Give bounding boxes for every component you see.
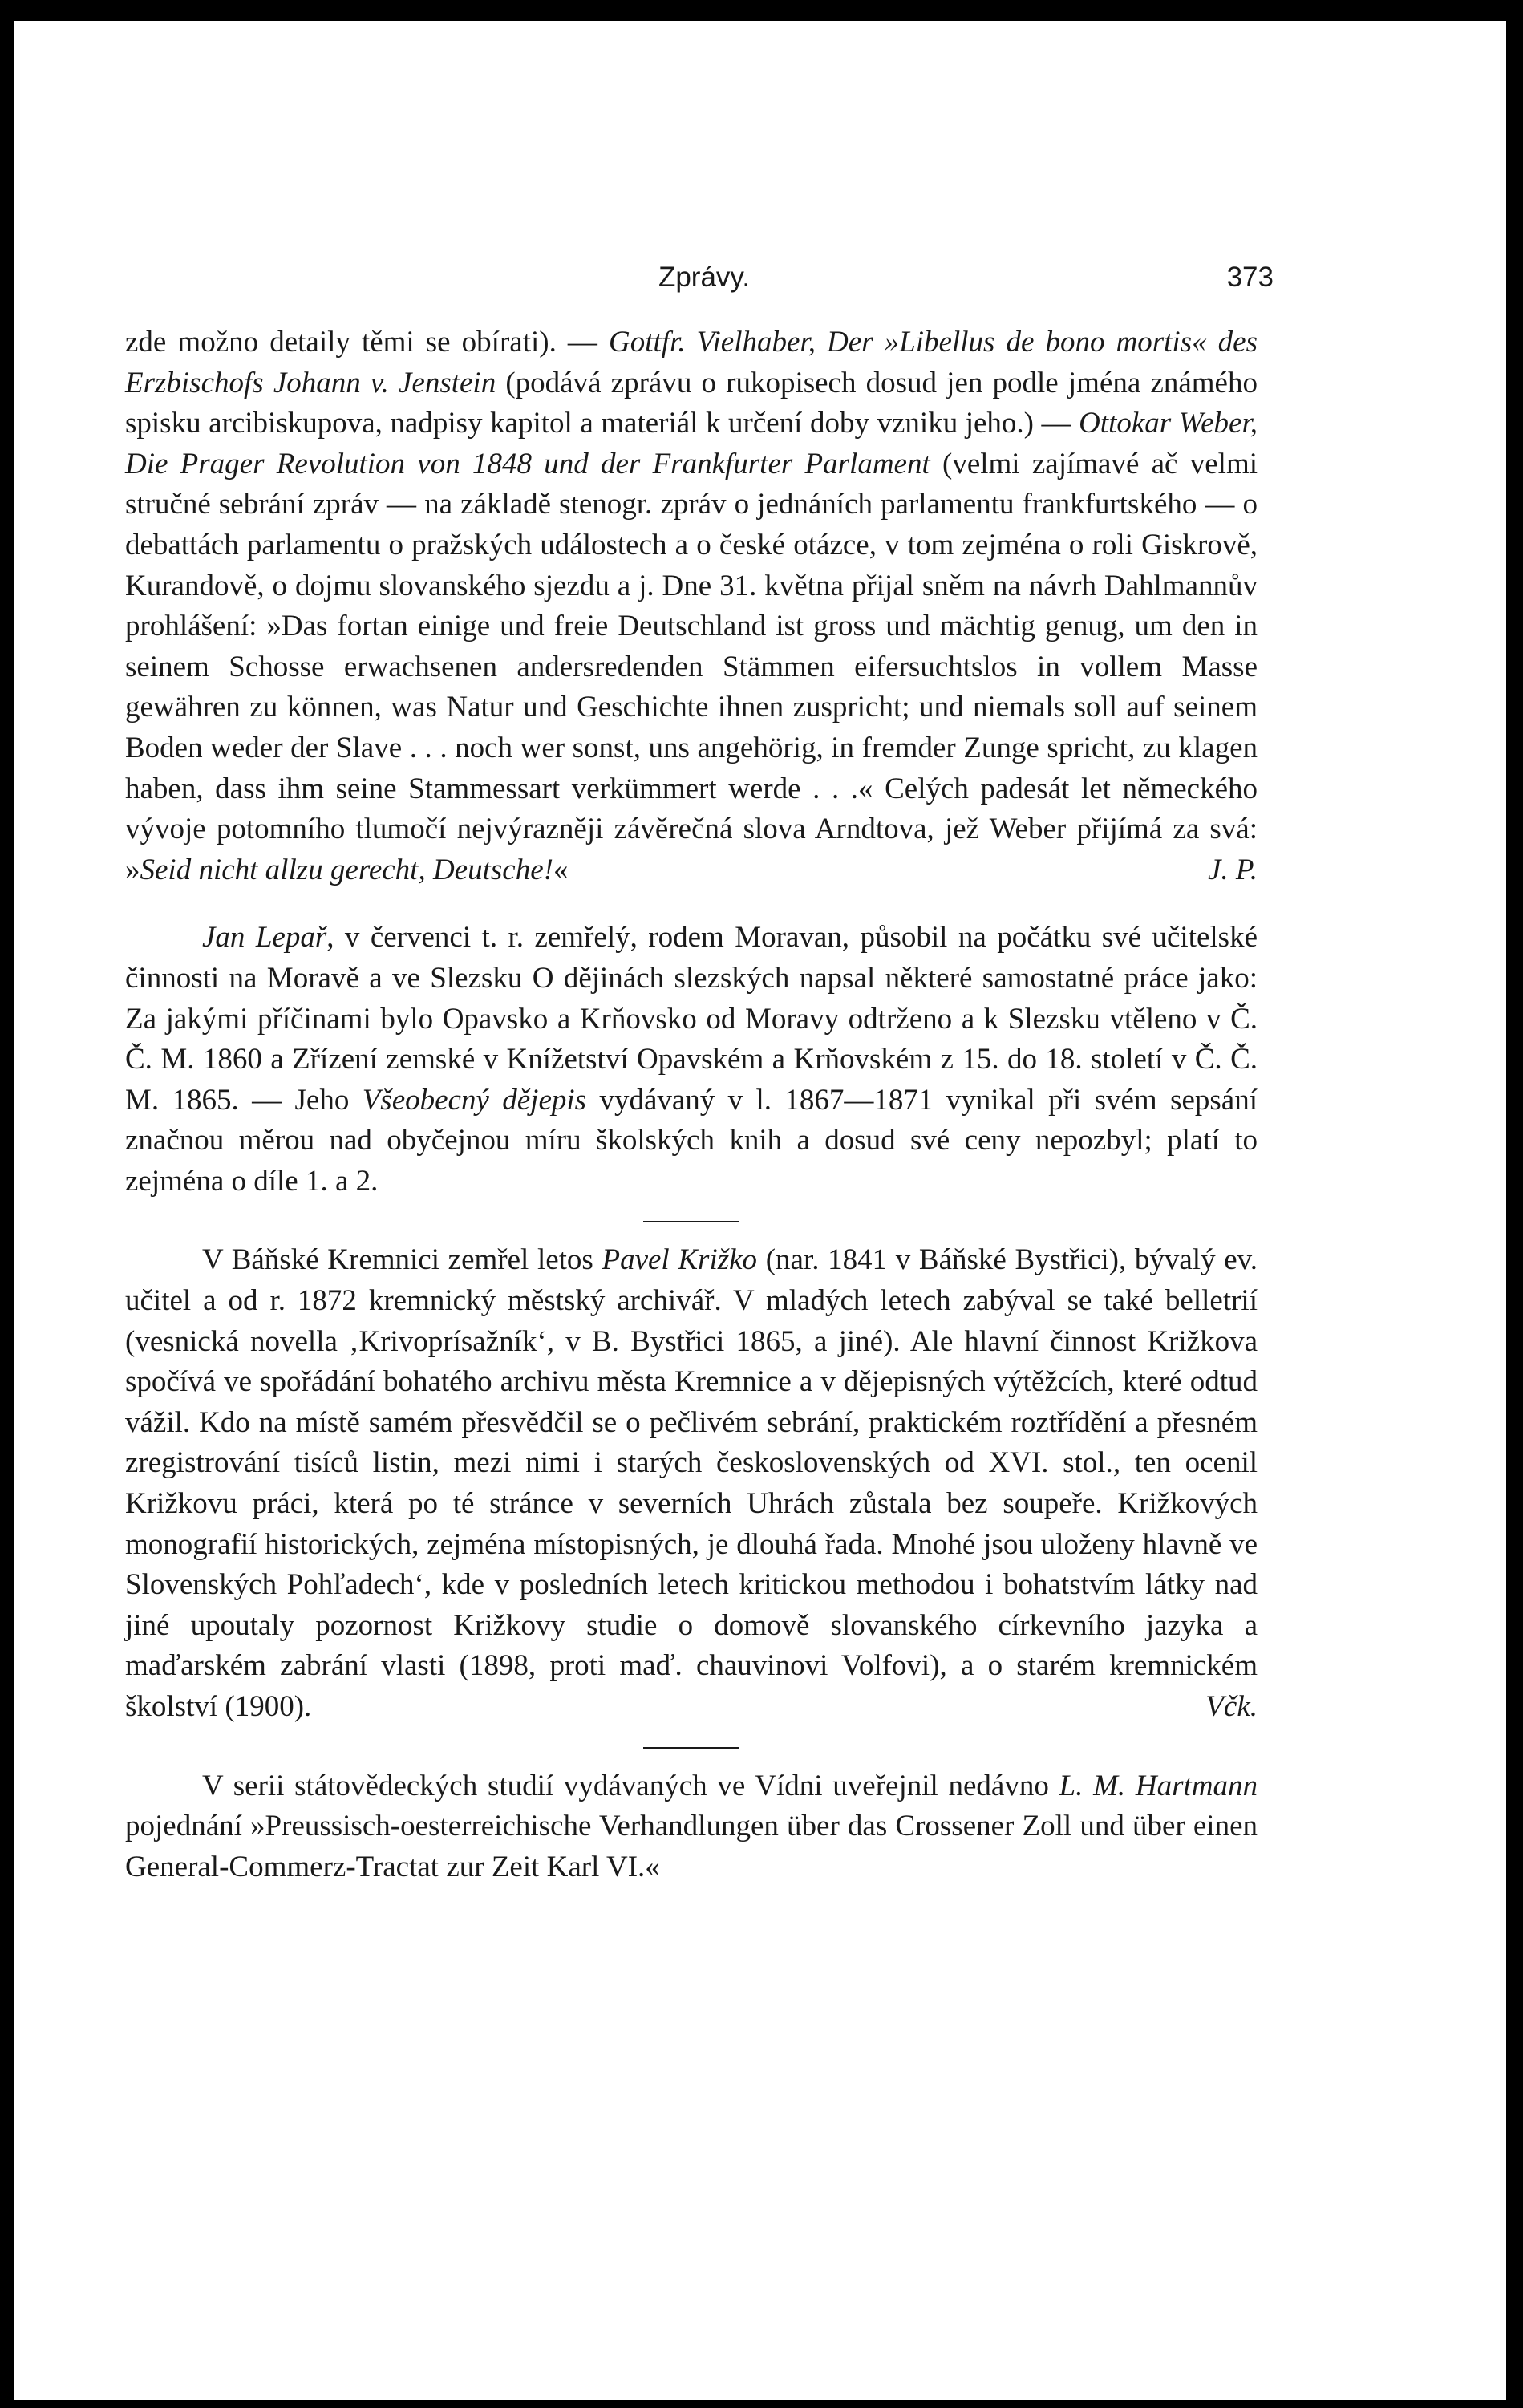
arndt-quote: Seid nicht allzu gerecht, Deutsche! <box>140 853 553 886</box>
entry-text: « <box>553 853 569 886</box>
page-number: 373 <box>1226 261 1274 293</box>
entry-text: (podává zprávu o rukopisech dosud jen podle jména známého spisku arcibiskupova, nadpisy kapitol a materiál k určení doby vzniku jeho.) — <box>125 366 1258 440</box>
news-entry-weber <box>125 322 1258 890</box>
entry-text: zde možno detaily těmi se obírati). — <box>125 326 609 359</box>
section-divider <box>643 1747 739 1749</box>
entry-text: V Báňské Kremnici zemřel letos <box>202 1243 602 1277</box>
entry-text: vydávaný v l. 1867—1871 vynikal při svém sepsání značnou měrou nad obyčejnou míru školských knih a dosud své ceny nepozbyl; platí to zejména o díle 1. a 2. <box>125 1083 1258 1198</box>
text-body <box>125 322 1258 1887</box>
entry-text: pojednání »Preussisch-oesterreichische Verhandlungen über das Crossener Zoll und über einen General-Commerz-Tractat zur Zeit Karl VI.« <box>125 1810 1258 1883</box>
entry-text: V serii státovědeckých studií vydávaných ve Vídni uveřejnil nedávno <box>202 1769 1059 1802</box>
author-signature: J. P. <box>1207 853 1258 886</box>
news-entry-lepar <box>125 918 1258 1202</box>
person-name-lepar: Jan Lepař <box>202 921 327 955</box>
cited-work-dejepis: Všeobecný dějepis <box>362 1083 587 1117</box>
person-name-hartmann: L. M. Hartmann <box>1059 1769 1258 1802</box>
entry-text: , v červenci t. r. zemřelý, rodem Moravan, působil na počátku své učitelské činnosti na Moravě a ve Slezsku O dějinách slezských napsal některé samostatné práce jako: Za jakými příčinami bylo Opavsko a Krňovsko od Moravy odtrženo a k Slezsku vtěleno v Č. Č. M. 1860 a Zřízení zemské v Knížetství Opavském a Krňovském z 15. do 18. století v Č. Č. M. 1865. — Jeho <box>125 921 1258 1117</box>
entry-text: (nar. 1841 v Báňské Bystřici), bývalý ev. učitel a od r. 1872 kremnický městský archivář. V mladých letech zabýval se také belletrií (vesnická novella ‚Krivoprísažník‘, v B. Bystřici 1865, a jiné). Ale hlavní činnost Križkova spočívá ve spořádání bohatého archivu města Kremnice a v dějepisných výtěžcích, které odtud vážil. Kdo na místě samém přesvědčil se o pečlivém sebrání, praktickém roztřídění a přesném zregistrování tisíců listin, mezi nimi i starých československých od XVI. stol., ten ocenil Križkovu práci, která po té stránce v severních Uhrách zůstala bez soupeře. Križkových monografií historických, zejména místopisných, je dlouhá řada. Mnohé jsou uloženy hlavně ve Slovenských Pohľadech‘, kde v posledních letech kritickou methodou i bohatstvím látky nad jiné upoutaly pozornost Križkovy studie o domově slovanského církevního jazyka a maďarském zabrání vlasti (1898, proti maď. chauvinovi Volfovi), a o starém kremnickém školství (1900). <box>125 1243 1258 1723</box>
page-header <box>135 261 1274 310</box>
cited-work-vielhaber: Gottfr. Vielhaber, Der »Libellus de bono mortis« des Erzbischofs Johann v. Jenstein <box>125 326 1258 399</box>
news-entry-hartmann <box>125 1766 1258 1888</box>
person-name-krizko: Pavel Križko <box>602 1243 758 1277</box>
running-title: Zprávy. <box>658 261 751 293</box>
news-entry-krizko <box>125 1240 1258 1727</box>
section-divider <box>643 1221 739 1222</box>
entry-text: (velmi zajímavé ač velmi stručné sebrání zpráv — na základě stenogr. zpráv o jednáních parlamentu frankfurtského — o debattách parlamentu o pražských událostech a o české otázce, v tom zejména o roli Giskrově, Kurandově, o dojmu slovanského sjezdu a j. Dne 31. května přijal sněm na návrh Dahlmannův prohlášení: »Das fortan einige und freie Deutschland ist gross und mächtig genug, um den in seinem Schosse erwachsenen andersredenden Stämmen eifersuchtslos in vollem Masse gewähren zu können, was Natur und Geschichte ihnen zuspricht; und niemals soll auf seinem Boden weder der Slave . . . noch wer sonst, uns angehörig, in fremder Zunge spricht, zu klagen haben, dass ihm seine Stammessart verkümmert werde . . .« Celých padesát let německého vývoje potomního tlumočí nejvýrazněji závěrečná slova Arndtova, jež Weber přijímá za svá: » <box>125 447 1258 886</box>
cited-work-weber: Ottokar Weber, Die Prager Revolution von 1848 und der Frankfurter Parlament <box>125 407 1258 480</box>
author-signature: Včk. <box>1205 1690 1258 1723</box>
